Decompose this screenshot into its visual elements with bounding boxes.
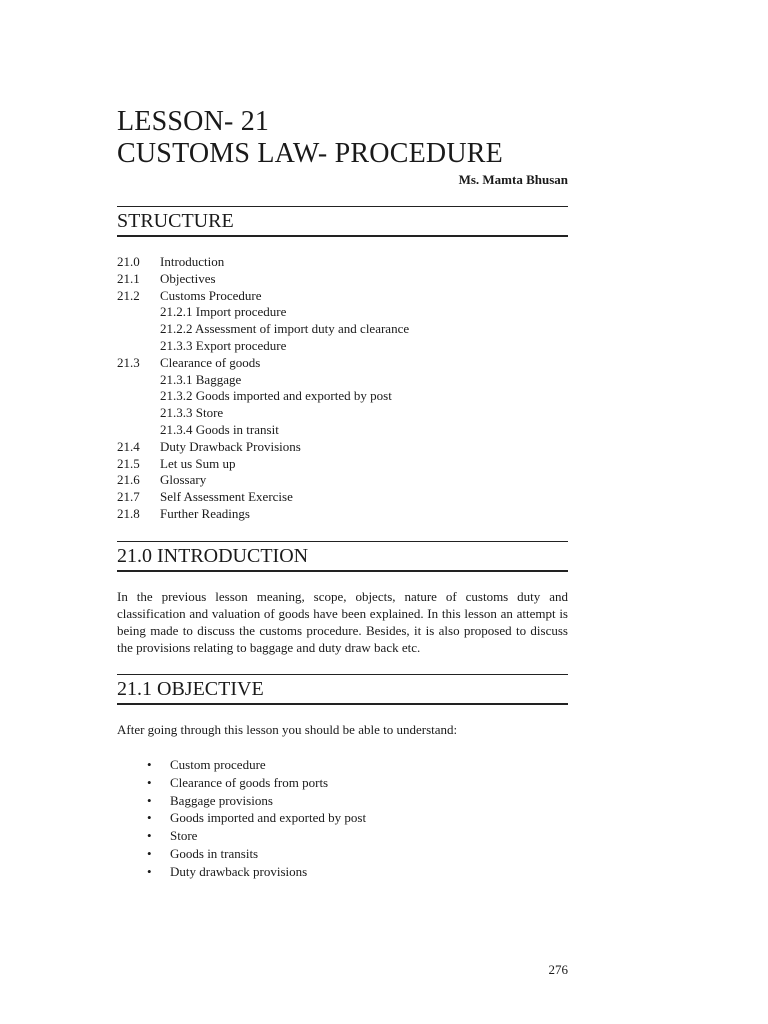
objective-bullet-item xyxy=(147,863,366,881)
structure-item-label: 21.3.2 Goods imported and exported by post xyxy=(160,388,392,404)
bullet-icon: • xyxy=(147,863,152,879)
author-name: Ms. Mamta Bhusan xyxy=(458,172,568,187)
structure-item-number: 21.6 xyxy=(117,472,140,488)
objective-bullet-text: Custom procedure xyxy=(170,757,266,772)
structure-item-label: Objectives xyxy=(160,270,216,286)
objective-bullet-text: Clearance of goods from ports xyxy=(170,774,329,790)
bullet-icon: • xyxy=(147,810,152,826)
bullet-icon: • xyxy=(147,828,152,844)
objective-intro-text: After going through this lesson you should be able to understand: xyxy=(117,722,458,737)
structure-item-number: 21.3 xyxy=(117,354,140,370)
structure-item-label: Let us Sum up xyxy=(160,455,236,471)
page-number: 276 xyxy=(548,962,568,977)
document-page xyxy=(117,0,568,1024)
objective-bullet-text: Goods in transits xyxy=(170,845,259,861)
lesson-title: CUSTOMS LAW- PROCEDURE xyxy=(117,138,503,169)
bullet-icon: • xyxy=(147,792,152,808)
introduction-paragraph: In the previous lesson meaning, scope, objects, nature of customs duty and classification and valuation of goods have been explained. In this lesson an attempt is being made to discuss the customs procedure. Besides, it is also proposed to discuss the provisions relating to baggage and duty draw back etc. xyxy=(117,589,568,655)
objective-bullet-item xyxy=(147,809,366,827)
structure-item-label: Introduction xyxy=(160,254,225,269)
lesson-number: LESSON- 21 xyxy=(117,106,270,137)
objective-bullet-item xyxy=(147,792,366,810)
structure-item-label: 21.3.4 Goods in transit xyxy=(160,421,279,437)
structure-item-label: 21.3.3 Export procedure xyxy=(160,337,287,353)
structure-item-number: 21.2 xyxy=(117,287,140,303)
structure-heading: STRUCTURE xyxy=(117,206,568,237)
objective-bullet-text: Duty drawback provisions xyxy=(170,863,308,879)
structure-item-label: Further Readings xyxy=(160,505,250,521)
structure-item-label: Glossary xyxy=(160,472,207,488)
structure-item-label: 21.2.1 Import procedure xyxy=(160,304,287,320)
structure-item-number: 21.5 xyxy=(117,455,140,471)
introduction-heading: 21.0 INTRODUCTION xyxy=(117,541,568,572)
structure-item-label: Customs Procedure xyxy=(160,287,262,303)
structure-item-number: 21.0 xyxy=(117,254,140,269)
objective-bullet-item xyxy=(147,845,366,863)
objective-bullet-list xyxy=(147,756,366,881)
objective-bullet-item xyxy=(147,774,366,792)
bullet-icon: • xyxy=(147,845,152,861)
objective-bullet-text: Baggage provisions xyxy=(170,792,273,808)
structure-item-number: 21.8 xyxy=(117,505,140,521)
structure-item-number: 21.4 xyxy=(117,438,140,454)
structure-item-number: 21.7 xyxy=(117,489,140,505)
objective-bullet-item xyxy=(147,827,366,845)
objective-heading: 21.1 OBJECTIVE xyxy=(117,674,568,705)
structure-item-label: Self Assessment Exercise xyxy=(160,489,293,505)
bullet-icon: • xyxy=(147,774,152,790)
objective-bullet-item xyxy=(147,756,366,774)
lesson-title-block xyxy=(117,106,503,170)
structure-item-number: 21.1 xyxy=(117,270,140,286)
structure-item-label: 21.3.1 Baggage xyxy=(160,371,242,387)
objective-bullet-text: Goods imported and exported by post xyxy=(170,810,367,826)
structure-item-label: 21.2.2 Assessment of import duty and clearance xyxy=(160,321,410,337)
structure-item-label: 21.3.3 Store xyxy=(160,405,224,421)
structure-item-label: Clearance of goods xyxy=(160,354,261,370)
structure-item-label: Duty Drawback Provisions xyxy=(160,438,301,454)
bullet-icon: • xyxy=(147,757,152,772)
objective-bullet-text: Store xyxy=(170,828,198,844)
